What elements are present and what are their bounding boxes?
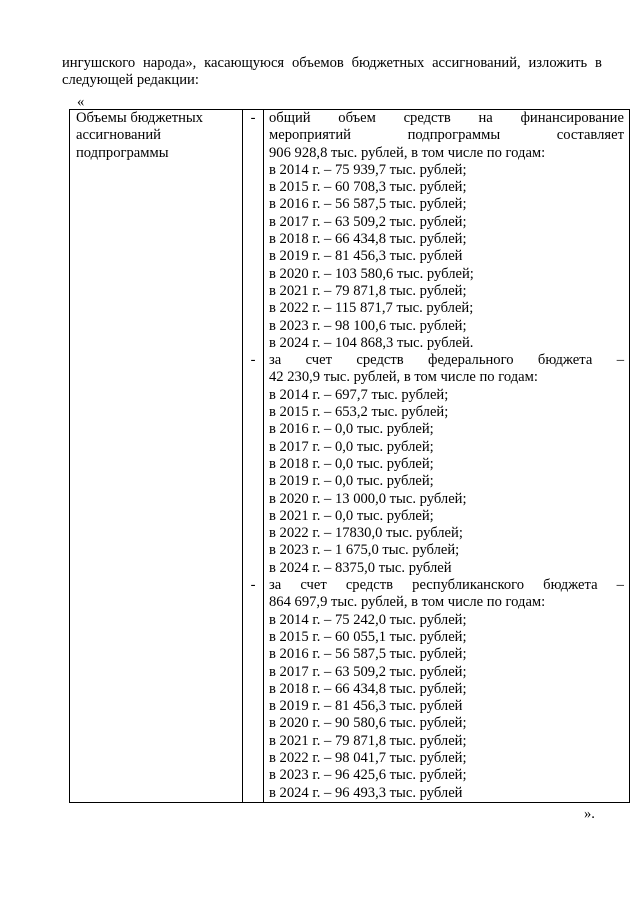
label-line: Объемы бюджетных: [76, 110, 203, 126]
year-allocation: в 2021 г. – 0,0 тыс. рублей;: [269, 507, 434, 524]
word: средств: [345, 577, 394, 594]
year-allocation: в 2018 г. – 0,0 тыс. рублей;: [269, 455, 434, 472]
word: счет: [300, 577, 327, 594]
intro-word: ингушского: [62, 55, 136, 71]
year-allocation: в 2024 г. – 104 868,3 тыс. рублей.: [269, 334, 474, 351]
year-allocation: в 2019 г. – 81 456,3 тыс. рублей: [269, 248, 463, 265]
funding-section: [269, 577, 624, 802]
dash-marker: -: [250, 577, 256, 594]
year-allocation: в 2023 г. – 1 675,0 тыс. рублей;: [269, 542, 460, 559]
word: общий: [269, 110, 311, 126]
word: –: [616, 352, 624, 369]
word: бюджета: [537, 352, 593, 369]
funding-section: [269, 110, 624, 352]
year-allocation: в 2017 г. – 0,0 тыс. рублей;: [269, 438, 434, 455]
opening-quote: «: [77, 94, 85, 110]
year-allocation: в 2018 г. – 66 434,8 тыс. рублей;: [269, 231, 467, 248]
year-allocation: в 2020 г. – 90 580,6 тыс. рублей;: [269, 715, 467, 732]
word: средств: [403, 110, 451, 126]
intro-word: объемов: [291, 55, 344, 71]
year-allocation: в 2023 г. – 96 425,6 тыс. рублей;: [269, 767, 467, 784]
closing-quote: ».: [584, 806, 595, 822]
intro-word: народа»,: [143, 55, 197, 71]
word: объем: [338, 110, 376, 126]
label-line: подпрограммы: [76, 144, 169, 161]
year-allocation: в 2014 г. – 697,7 тыс. рублей;: [269, 386, 449, 403]
section-summary: 42 230,9 тыс. рублей, в том числе по годам:: [269, 369, 538, 386]
intro-word: изложить: [528, 55, 588, 71]
year-allocation: в 2022 г. – 17830,0 тыс. рублей;: [269, 525, 463, 542]
year-allocation: в 2014 г. – 75 242,0 тыс. рублей;: [269, 611, 467, 628]
word: на: [478, 110, 493, 126]
dash-marker: -: [250, 110, 256, 126]
word: счет: [305, 352, 333, 369]
year-allocation: в 2015 г. – 60 708,3 тыс. рублей;: [269, 179, 467, 196]
word: мероприятий: [269, 127, 351, 144]
year-allocation: в 2017 г. – 63 509,2 тыс. рублей;: [269, 213, 467, 230]
intro-word: бюджетных: [351, 55, 425, 71]
word: бюджета: [543, 577, 598, 594]
year-allocation: в 2019 г. – 81 456,3 тыс. рублей: [269, 698, 463, 715]
label-cell: [70, 110, 243, 803]
year-allocation: в 2021 г. – 79 871,8 тыс. рублей;: [269, 282, 467, 299]
word: составляет: [556, 127, 624, 144]
year-allocation: в 2016 г. – 56 587,5 тыс. рублей;: [269, 196, 467, 213]
label-line: ассигнований: [76, 127, 161, 144]
justified-line: [269, 127, 624, 144]
year-allocation: в 2014 г. – 75 939,7 тыс. рублей;: [269, 161, 467, 178]
intro-line-1: [62, 55, 602, 72]
year-allocation: в 2022 г. – 98 041,7 тыс. рублей;: [269, 749, 467, 766]
section-summary: 906 928,8 тыс. рублей, в том числе по годам:: [269, 144, 546, 161]
word: республиканского: [412, 577, 525, 594]
year-allocation: в 2024 г. – 8375,0 тыс. рублей: [269, 559, 452, 576]
year-allocation: в 2016 г. – 56 587,5 тыс. рублей;: [269, 646, 467, 663]
word: федерального: [428, 352, 514, 369]
intro-word: ассигнований,: [432, 55, 521, 71]
funding-section: [269, 352, 624, 577]
word: средств: [356, 352, 404, 369]
budget-table: [69, 109, 630, 803]
dash-cell: [243, 110, 264, 803]
year-allocation: в 2022 г. – 115 871,7 тыс. рублей;: [269, 300, 474, 317]
word: подпрограммы: [407, 127, 501, 144]
year-allocation: в 2017 г. – 63 509,2 тыс. рублей;: [269, 663, 467, 680]
intro-word: касающуюся: [204, 55, 285, 71]
content-cell: [264, 110, 630, 803]
year-allocation: в 2020 г. – 103 580,6 тыс. рублей;: [269, 265, 474, 282]
word: –: [616, 577, 624, 594]
year-allocation: в 2024 г. – 96 493,3 тыс. рублей: [269, 784, 463, 801]
year-allocation: в 2018 г. – 66 434,8 тыс. рублей;: [269, 680, 467, 697]
year-allocation: в 2020 г. – 13 000,0 тыс. рублей;: [269, 490, 467, 507]
intro-paragraph: [62, 55, 602, 90]
word: за: [269, 577, 282, 594]
word: за: [269, 352, 282, 369]
year-allocation: в 2019 г. – 0,0 тыс. рублей;: [269, 473, 434, 490]
year-allocation: в 2016 г. – 0,0 тыс. рублей;: [269, 421, 434, 438]
budget-row: [70, 110, 630, 803]
word: финансирование: [520, 110, 624, 126]
intro-line-2: следующей редакции:: [62, 72, 199, 89]
year-allocation: в 2021 г. – 79 871,8 тыс. рублей;: [269, 732, 467, 749]
justified-line: [269, 577, 624, 594]
justified-line: [269, 352, 624, 369]
justified-line: [269, 110, 624, 127]
year-allocation: в 2015 г. – 60 055,1 тыс. рублей;: [269, 628, 467, 645]
year-allocation: в 2023 г. – 98 100,6 тыс. рублей;: [269, 317, 467, 334]
year-allocation: в 2015 г. – 653,2 тыс. рублей;: [269, 404, 449, 421]
section-summary: 864 697,9 тыс. рублей, в том числе по годам:: [269, 594, 546, 611]
intro-word: в: [595, 55, 602, 71]
dash-marker: -: [250, 352, 256, 369]
